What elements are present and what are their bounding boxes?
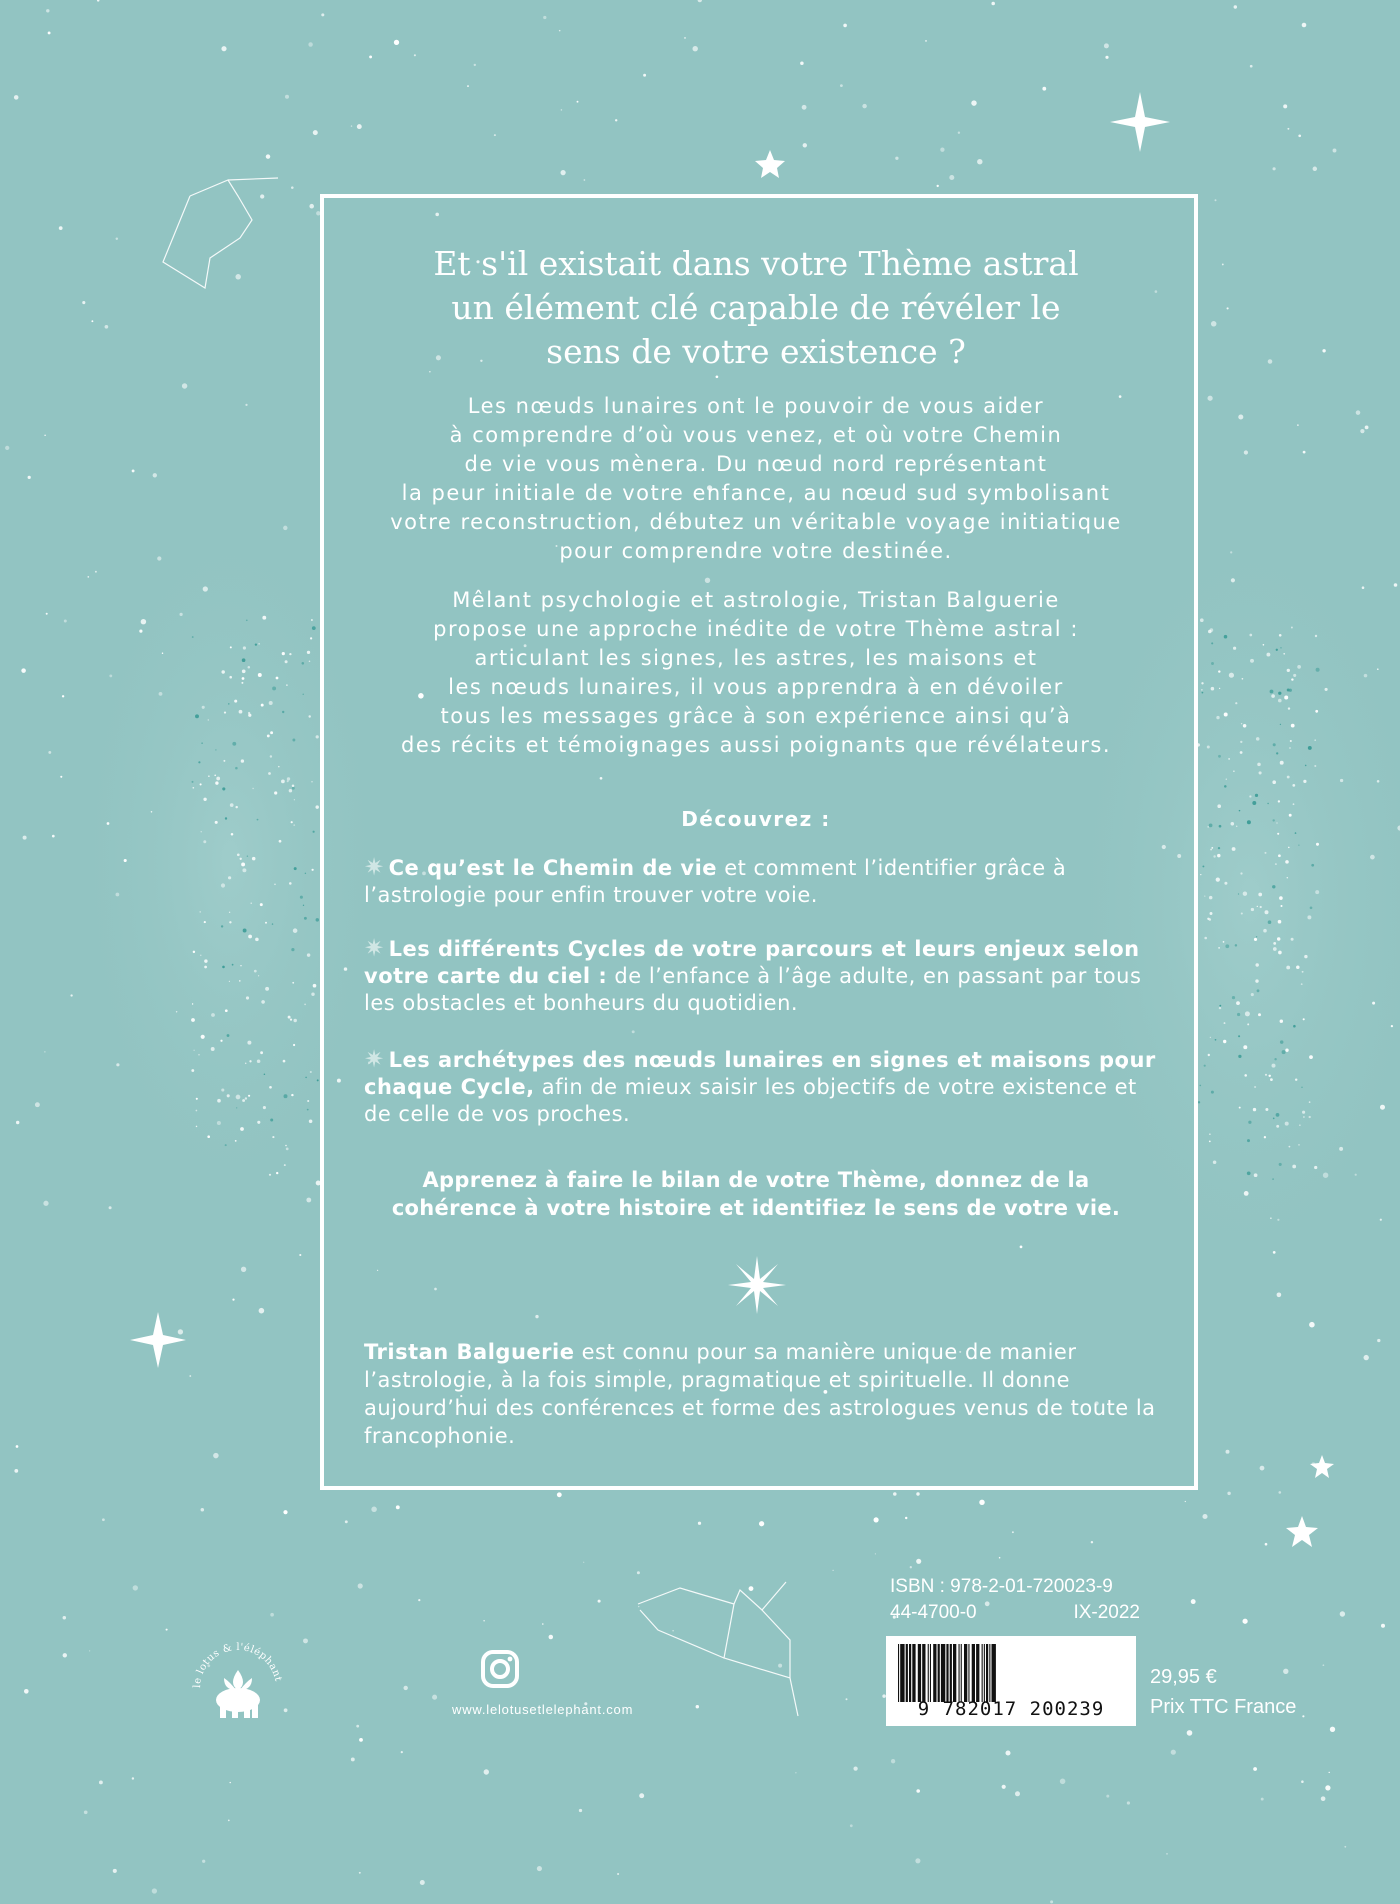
isbn-block xyxy=(890,1574,1140,1626)
barcode-bars xyxy=(896,1644,1128,1702)
paragraph-line: de vie vous mènera. Du nœud nord représentant xyxy=(464,452,1048,476)
divider-star-icon xyxy=(728,1256,786,1314)
bullet-text: afin de mieux saisir les objectifs de votre existence et de celle de vos proches. xyxy=(364,1075,1137,1126)
price-block xyxy=(1150,1662,1296,1722)
bullet-archetypes xyxy=(364,1046,1164,1128)
bullet-chemin-de-vie xyxy=(364,854,1164,909)
logo-text: le lotus & l'éléphant xyxy=(191,1641,284,1689)
headline-line: Et s'il existait dans votre Thème astral xyxy=(433,244,1079,283)
closing-line: cohérence à votre histoire et identifiez le sens de votre vie. xyxy=(391,1196,1121,1220)
bullet-bold: Les différents Cycles de votre parcours et leurs enjeux selon votre carte du ciel : xyxy=(364,937,1140,988)
sparkle-bullet-icon: ✷ xyxy=(364,1045,385,1073)
barcode-digits: 9 782017 200239 xyxy=(917,1698,1105,1720)
closing-line: Apprenez à faire le bilan de votre Thème, donnez de la xyxy=(422,1168,1090,1192)
approach-paragraph xyxy=(352,586,1160,760)
paragraph-line: Mêlant psychologie et astrologie, Tristan Balguerie xyxy=(452,588,1060,612)
sparkle-bullet-icon: ✷ xyxy=(364,934,385,962)
paragraph-line: articulant les signes, les astres, les maisons et xyxy=(474,646,1038,670)
paragraph-line: à comprendre d’où vous venez, et où votre Chemin xyxy=(449,423,1063,447)
publisher-logo xyxy=(188,1628,288,1728)
bullet-text: et comment l’identifier grâce à l’astrologie pour enfin trouver votre voie. xyxy=(364,856,1067,907)
paragraph-line: la peur initiale de votre enfance, au nœud sud symbolisant xyxy=(401,481,1111,505)
headline-line: un élément clé capable de révéler le xyxy=(451,288,1061,327)
author-bio-text: est connu pour sa manière unique de manier l’astrologie, à la fois simple, pragmatique et spirituelle. Il donne aujourd’hui des conférences et forme des astrologues venus de toute la francophonie. xyxy=(364,1340,1156,1448)
price: 29,95 € xyxy=(1150,1666,1217,1688)
headline xyxy=(352,242,1160,374)
bullet-text: de l’enfance à l’âge adulte, en passant par tous les obstacles et bonheurs du quotidien. xyxy=(364,964,1142,1015)
paragraph-line: votre reconstruction, débutez un véritable voyage initiatique xyxy=(390,510,1122,534)
bullet-bold: Les archétypes des nœuds lunaires en signes et maisons pour chaque Cycle, xyxy=(364,1048,1156,1099)
product-code: 44-4700-0 xyxy=(890,1602,977,1623)
author-name: Tristan Balguerie xyxy=(364,1340,575,1364)
paragraph-line: des récits et témoignages aussi poignants que révélateurs. xyxy=(400,733,1112,757)
barcode xyxy=(886,1636,1136,1726)
bullet-bold: Ce qu’est le Chemin de vie xyxy=(388,856,718,880)
paragraph-line: les nœuds lunaires, il vous apprendra à en dévoiler xyxy=(448,675,1064,699)
paragraph-line: propose une approche inédite de votre Thème astral : xyxy=(433,617,1079,641)
website-link[interactable]: www.lelotusetlelephant.com xyxy=(452,1702,634,1717)
price-note: Prix TTC France xyxy=(1150,1696,1297,1718)
discover-heading: Découvrez : xyxy=(681,807,831,831)
intro-paragraph xyxy=(352,392,1160,566)
bullet-cycles xyxy=(364,935,1164,1017)
paragraph-line: Les nœuds lunaires ont le pouvoir de vous aider xyxy=(467,394,1045,418)
isbn-number: ISBN : 978-2-01-720023-9 xyxy=(890,1576,1113,1597)
edition-code: IX-2022 xyxy=(1073,1602,1140,1623)
author-bio xyxy=(364,1338,1164,1450)
instagram-icon[interactable] xyxy=(480,1649,520,1689)
closing-statement xyxy=(352,1166,1160,1222)
paragraph-line: pour comprendre votre destinée. xyxy=(559,539,953,563)
headline-line: sens de votre existence ? xyxy=(546,332,966,371)
sparkle-bullet-icon: ✷ xyxy=(364,853,385,881)
paragraph-line: tous les messages grâce à son expérience ainsi qu’à xyxy=(440,704,1072,728)
